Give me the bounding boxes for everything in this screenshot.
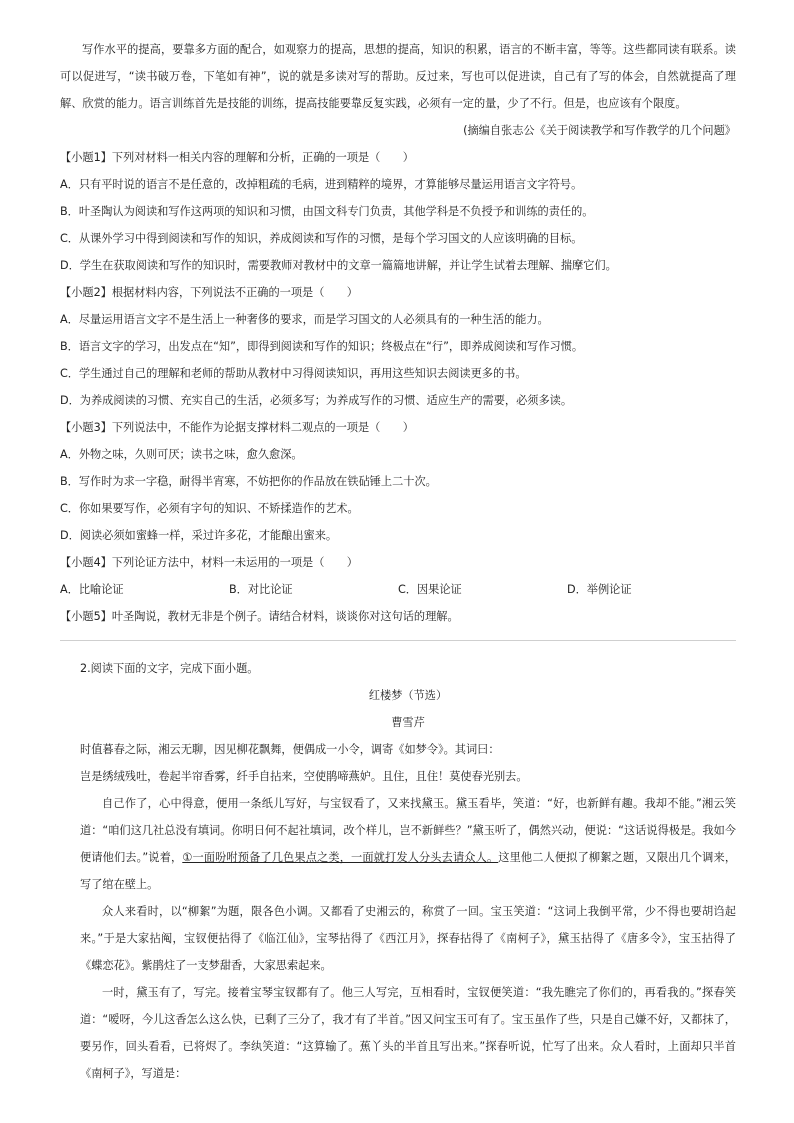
passage-author: 曹雪芹 [391, 716, 425, 729]
question-4-option-a: A．比喻论证 [60, 583, 124, 596]
underlined-sentence-1: ①一面吩咐预备了几色果点之类，一面就打发人分头去请众人。 [182, 851, 499, 864]
passage-paragraph-4: 众人来看时，以“柳絮”为题，限各色小调。又都看了史湘云的，称赏了一回。宝玉笑道：“这词上我倒平常，少不得也要胡诌起来。”于是大家拈阄，宝钗便拈得了《临江仙》，宝琴拈得了《西江月》，探春拈得了《南柯子》，黛玉拈得了《唐多令》，宝玉拈得了《蝶恋花》。紫鹃炷了一支梦甜香，大家思索起来。 [80, 905, 736, 972]
section-2-instruction: 2.阅读下面的文字，完成下面小题。 [80, 662, 259, 675]
question-1-option-b: B．叶圣陶认为阅读和写作这两项的知识和习惯，由国文科专门负责，其他学科是不负授予和训练的责任的。 [60, 205, 594, 218]
question-1-option-d: D．学生在获取阅读和写作的知识时，需要教师对教材中的文章一篇篇地讲解，并让学生试着去理解、揣摩它们。 [60, 259, 617, 272]
question-2-stem: 【小题2】根据材料内容，下列说法不正确的一项是（ ） [60, 286, 358, 299]
question-1-option-c: C．从课外学习中得到阅读和写作的知识，养成阅读和写作的习惯，是每个学习国文的人应该明确的目标。 [60, 232, 583, 245]
passage-title: 红楼梦（节选） [368, 689, 448, 702]
question-2-option-a: A．尽量运用语言文字不是生活上一种奢侈的要求，而是学习国文的人必须具有的一种生活的能力。 [60, 313, 549, 326]
passage-paragraph-5: 一时，黛玉有了，写完。接着宝琴宝钗都有了。他三人写完，互相看时，宝钗便笑道：“我先瞧完了你们的，再看我的。”探春笑道：“嗳呀，今儿这香怎么这么快，已剩了三分了，我才有了半首。”因又问宝玉可有了。宝玉虽作了些，只是自己嫌不好，又都抹了，要另作，回头看看，已将烬了。李纨笑道：“这算输了。蕉丫头的半首且写出来。”探春听说，忙写了出来。众人看时，上面却只半首《南柯子》，写道是： [80, 986, 736, 1080]
section-2 [60, 655, 736, 1087]
passage-paragraph-1: 时值暮春之际，湘云无聊，因见柳花飘舞，便偶成一小令，调寄《如梦令》。其词曰： [80, 743, 500, 756]
question-2-option-c: C．学生通过自己的理解和老师的帮助从教材中习得阅读知识，再用这些知识去阅读更多的书。 [60, 367, 527, 380]
question-3-option-d: D．阅读必须如蜜蜂一样，采过许多花，才能酿出蜜来。 [60, 529, 338, 542]
passage-poem: 岂是绣绒残吐，卷起半帘香雾，纤手自拈来，空使鹃啼燕妒。且住，且住！莫使春光别去。 [80, 770, 528, 783]
question-2-option-d: D．为养成阅读的习惯、充实自己的生活，必须多写；为养成写作的习惯、适应生产的需要，必须多读。 [60, 394, 573, 407]
question-3-stem: 【小题3】下列说法中，不能作为论据支撑材料二观点的一项是（ ） [60, 421, 414, 434]
material-paragraph: 写作水平的提高，要靠多方面的配合，如观察力的提高，思想的提高，知识的积累，语言的不断丰富，等等。这些都同读有联系。读可以促进写，“读书破万卷，下笔如有神”，说的就是多读对写的帮助。反过来，写也可以促进读，自己有了写的体会，自然就提高了理解、欣赏的能力。语言训练首先是技能的训练，提高技能要靠反复实践，必须有一定的量，少了不行。但是，也应该有个限度。 [60, 43, 736, 110]
question-3-option-a: A．外物之味，久则可厌；读书之味，愈久愈深。 [60, 448, 303, 461]
document-page [60, 36, 736, 1087]
source-citation: (摘编自张志公《关于阅读教学和写作教学的几个问题》 [463, 124, 736, 137]
question-3-option-b: B．写作时为求一字稳，耐得半宵寒，不妨把你的作品放在铁砧锤上二十次。 [60, 475, 437, 488]
section-divider [60, 640, 736, 641]
question-4-options [60, 576, 736, 603]
question-4-stem: 【小题4】下列论证方法中，材料一未运用的一项是（ ） [60, 556, 358, 569]
question-4-option-d: D．举例论证 [567, 583, 632, 596]
question-1-option-a: A．只有平时说的语言不是任意的，改掉粗疏的毛病，进到精粹的境界，才算能够尽量运用语言文字符号。 [60, 178, 583, 191]
question-3-option-c: C．你如果要写作，必须有字句的知识、不矫揉造作的艺术。 [60, 502, 359, 515]
question-4-option-c: C．因果论证 [398, 583, 462, 596]
question-2-option-b: B．语言文字的学习，出发点在“知”，即得到阅读和写作的知识；终极点在“行”，即养成阅读和写作习惯。 [60, 340, 584, 353]
question-4-option-b: B．对比论证 [229, 583, 293, 596]
passage-paragraph-3-text-a: 自己作了，心中得意，便用一条纸儿写好，与宝钗看了，又来找黛玉。黛玉看毕，笑道：“好，也新鲜有趣。我却不能。”湘云笑道：“咱们这几社总没有填词。你明日何不起社填词，改个样儿，岂不新鲜些？”黛玉听了，偶然兴动，便说：“这话说得极是。我如今便请他们去。”说着， [80, 797, 736, 864]
question-5-stem: 【小题5】叶圣陶说，教材无非是个例子。请结合材料，谈谈你对这句话的理解。 [60, 610, 459, 623]
passage-paragraph-3-text-b: 这里他二人便拟了柳絮之题，又限出几个调来，写了绾在壁上。 [80, 851, 737, 891]
question-1-stem: 【小题1】下列对材料一相关内容的理解和分析，正确的一项是（ ） [60, 151, 414, 164]
passage-paragraph-3 [80, 790, 736, 898]
